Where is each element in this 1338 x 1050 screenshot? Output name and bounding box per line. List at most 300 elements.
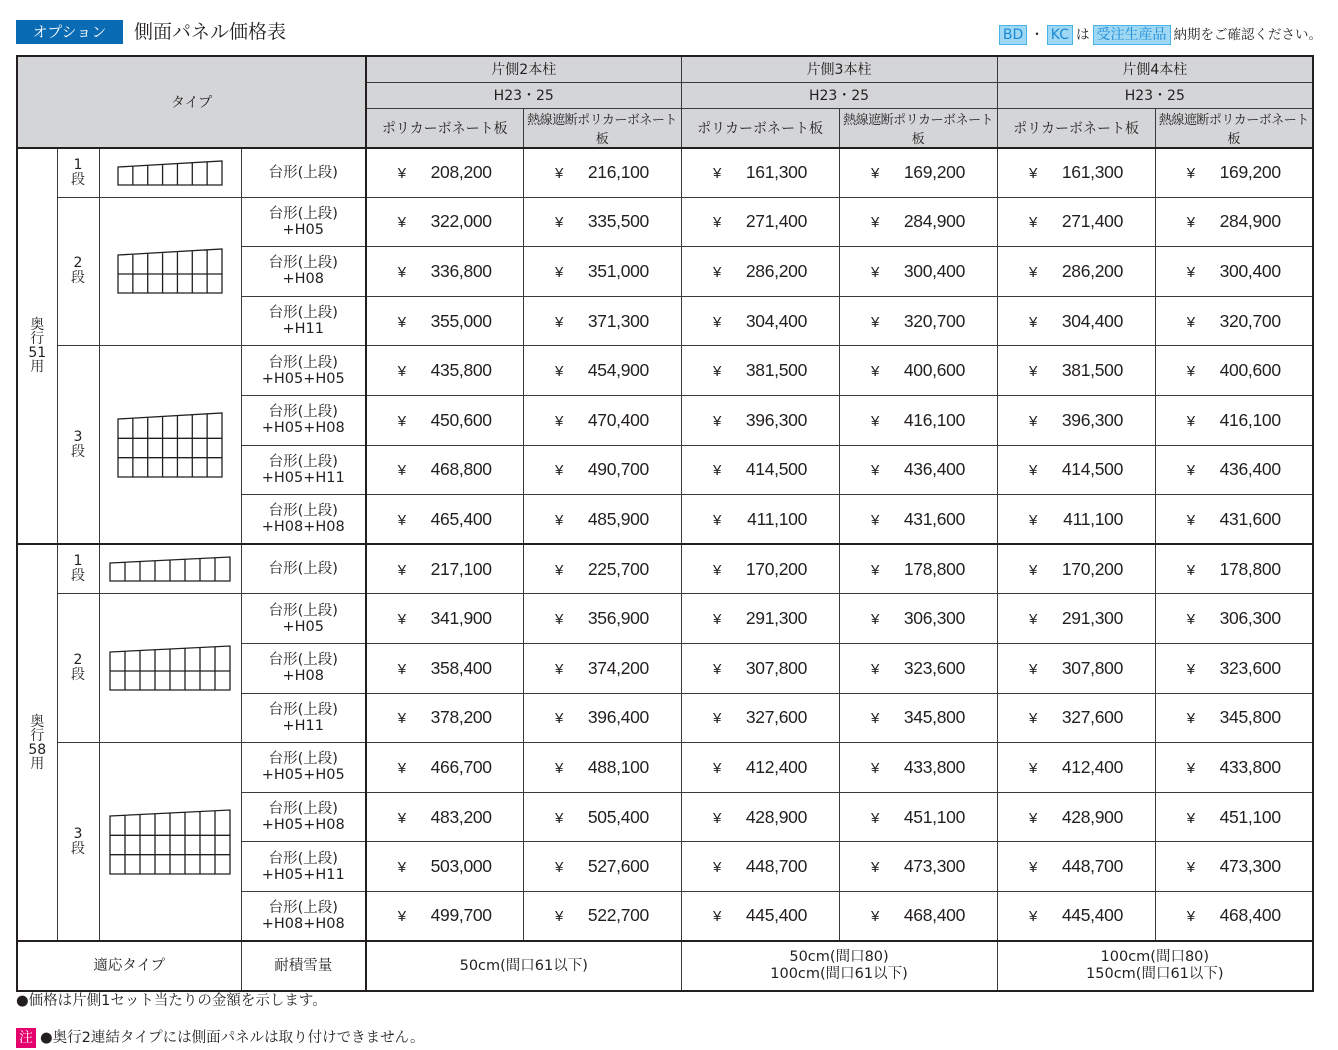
tag-kc: KC bbox=[1047, 25, 1073, 45]
tier-label bbox=[57, 197, 99, 346]
yen-sign: ¥ bbox=[555, 710, 564, 728]
yen-sign: ¥ bbox=[1029, 214, 1038, 232]
yen-sign: ¥ bbox=[397, 412, 406, 430]
yen-sign: ¥ bbox=[871, 412, 880, 430]
price-cell bbox=[997, 792, 1155, 842]
price-amount: 411,100 bbox=[1063, 508, 1124, 529]
panel-type bbox=[241, 792, 366, 842]
price-cell bbox=[681, 743, 839, 793]
snow-load-line: 100cm(間口80) bbox=[1100, 949, 1210, 965]
price-cell bbox=[1155, 643, 1313, 693]
price-cell bbox=[523, 445, 681, 495]
price-cell bbox=[681, 792, 839, 842]
yen-sign: ¥ bbox=[871, 363, 880, 381]
yen-sign: ¥ bbox=[1186, 313, 1195, 331]
yen-sign: ¥ bbox=[397, 363, 406, 381]
price-cell bbox=[523, 891, 681, 941]
price-amount: 208,200 bbox=[430, 162, 492, 183]
panel-type-line: +H05+H11 bbox=[261, 469, 345, 486]
price-cell bbox=[839, 495, 997, 545]
yen-sign: ¥ bbox=[397, 759, 406, 777]
price-amount: 400,600 bbox=[903, 360, 966, 381]
yen-sign: ¥ bbox=[871, 759, 880, 777]
price-amount: 336,800 bbox=[430, 260, 492, 281]
price-cell bbox=[1155, 346, 1313, 396]
price-amount: 445,400 bbox=[745, 905, 808, 926]
price-cell bbox=[366, 891, 523, 941]
price-cell bbox=[997, 296, 1155, 346]
price-cell bbox=[1155, 296, 1313, 346]
panel-type-line: 台形(上段) bbox=[268, 602, 338, 619]
yen-sign: ¥ bbox=[1186, 214, 1195, 232]
price-amount: 307,800 bbox=[1061, 657, 1124, 678]
price-amount: 433,800 bbox=[1219, 756, 1281, 777]
price-amount: 271,400 bbox=[745, 211, 808, 232]
panel-type bbox=[241, 445, 366, 495]
yen-sign: ¥ bbox=[1186, 660, 1195, 678]
price-amount: 161,300 bbox=[1061, 162, 1124, 183]
caution-text: ●奥行2連結タイプには側面パネルは取り付けできません。 bbox=[40, 1030, 425, 1046]
panel-type-line: +H11 bbox=[282, 717, 324, 734]
yen-sign: ¥ bbox=[1029, 660, 1038, 678]
price-cell bbox=[1155, 842, 1313, 892]
price-cell bbox=[997, 743, 1155, 793]
panel-type-line: 台形(上段) bbox=[268, 354, 338, 371]
price-cell bbox=[1155, 148, 1313, 198]
yen-sign: ¥ bbox=[1186, 759, 1195, 777]
panel-diagram bbox=[99, 346, 241, 544]
panel-type-line: 台形(上段) bbox=[268, 503, 338, 520]
depth-label-part: 51 bbox=[28, 344, 47, 361]
price-amount: 445,400 bbox=[1061, 905, 1124, 926]
panel-type bbox=[241, 148, 366, 198]
yen-sign: ¥ bbox=[871, 214, 880, 232]
price-amount: 320,700 bbox=[1219, 310, 1281, 331]
price-amount: 412,400 bbox=[1061, 756, 1124, 777]
yen-sign: ¥ bbox=[713, 412, 722, 430]
material-header: 熱線遮断ポリカーボネート板 bbox=[1155, 108, 1313, 148]
option-badge: オプション bbox=[16, 20, 123, 44]
panel-type bbox=[241, 842, 366, 892]
yen-sign: ¥ bbox=[555, 511, 564, 529]
yen-sign: ¥ bbox=[1186, 908, 1195, 926]
panel-type bbox=[241, 544, 366, 594]
price-cell bbox=[681, 395, 839, 445]
caution-badge: 注 bbox=[16, 1028, 36, 1048]
price-amount: 396,300 bbox=[745, 409, 808, 430]
price-amount: 416,100 bbox=[903, 409, 966, 430]
panel-type bbox=[241, 743, 366, 793]
yen-sign: ¥ bbox=[713, 462, 722, 480]
price-amount: 323,600 bbox=[1219, 657, 1281, 678]
price-amount: 178,800 bbox=[1219, 558, 1281, 579]
price-cell bbox=[523, 544, 681, 594]
price-note: ●価格は片側1セット当たりの金額を示します。 bbox=[16, 993, 327, 1009]
snow-load-line: 50cm(間口80) bbox=[789, 949, 889, 965]
panel-type bbox=[241, 594, 366, 644]
snow-load-value bbox=[681, 941, 997, 991]
price-cell bbox=[681, 842, 839, 892]
price-cell bbox=[366, 395, 523, 445]
price-cell bbox=[366, 594, 523, 644]
price-cell bbox=[681, 693, 839, 743]
price-amount: 473,300 bbox=[1219, 856, 1281, 877]
yen-sign: ¥ bbox=[871, 660, 880, 678]
price-amount: 436,400 bbox=[1219, 459, 1281, 480]
price-amount: 322,000 bbox=[430, 211, 492, 232]
table-row bbox=[17, 197, 1313, 247]
tag-made-to-order: 受注生産品 bbox=[1093, 25, 1171, 45]
price-cell bbox=[366, 148, 523, 198]
panel-type-line: +H05+H05 bbox=[261, 370, 345, 387]
panel-type bbox=[241, 643, 366, 693]
yen-sign: ¥ bbox=[1186, 363, 1195, 381]
price-amount: 374,200 bbox=[587, 657, 649, 678]
price-cell bbox=[366, 296, 523, 346]
price-amount: 327,600 bbox=[1061, 707, 1124, 728]
price-amount: 448,700 bbox=[1061, 856, 1124, 877]
yen-sign: ¥ bbox=[713, 809, 722, 827]
panel-type-line: 台形(上段) bbox=[268, 899, 338, 916]
price-amount: 431,600 bbox=[903, 508, 966, 529]
price-amount: 465,400 bbox=[430, 508, 492, 529]
price-cell bbox=[366, 197, 523, 247]
price-amount: 428,900 bbox=[1061, 806, 1124, 827]
price-amount: 345,800 bbox=[903, 707, 966, 728]
tier-number: 3 bbox=[73, 825, 83, 842]
price-cell bbox=[681, 891, 839, 941]
yen-sign: ¥ bbox=[555, 660, 564, 678]
yen-sign: ¥ bbox=[397, 710, 406, 728]
tier-suffix: 段 bbox=[71, 443, 85, 460]
panel-diagram-icon bbox=[108, 644, 232, 692]
yen-sign: ¥ bbox=[1186, 511, 1195, 529]
panel-type-line: +H08+H08 bbox=[261, 915, 345, 932]
panel-type-line: 台形(上段) bbox=[268, 205, 338, 222]
price-amount: 358,400 bbox=[430, 657, 492, 678]
page-header bbox=[16, 20, 1322, 48]
legend-particle: は bbox=[1076, 27, 1090, 43]
yen-sign: ¥ bbox=[397, 809, 406, 827]
yen-sign: ¥ bbox=[397, 263, 406, 281]
snow-load-line: 100cm(間口61以下) bbox=[770, 966, 908, 982]
panel-type-line: 台形(上段) bbox=[268, 701, 338, 718]
panel-type-line: 台形(上段) bbox=[268, 561, 338, 578]
yen-sign: ¥ bbox=[555, 412, 564, 430]
yen-sign: ¥ bbox=[1186, 611, 1195, 629]
price-cell bbox=[1155, 247, 1313, 297]
price-amount: 271,400 bbox=[1061, 211, 1124, 232]
yen-sign: ¥ bbox=[397, 908, 406, 926]
price-cell bbox=[1155, 594, 1313, 644]
price-amount: 170,200 bbox=[1061, 558, 1124, 579]
yen-sign: ¥ bbox=[1029, 263, 1038, 281]
panel-type bbox=[241, 197, 366, 247]
price-amount: 304,400 bbox=[1061, 310, 1124, 331]
yen-sign: ¥ bbox=[555, 908, 564, 926]
size-header: H23・25 bbox=[681, 82, 997, 108]
price-cell bbox=[366, 544, 523, 594]
price-amount: 499,700 bbox=[430, 905, 492, 926]
panel-type-line: 台形(上段) bbox=[268, 255, 338, 272]
price-amount: 433,800 bbox=[903, 756, 966, 777]
price-cell bbox=[839, 346, 997, 396]
price-cell bbox=[839, 842, 997, 892]
yen-sign: ¥ bbox=[1029, 710, 1038, 728]
footer-row bbox=[17, 941, 1313, 991]
price-cell bbox=[366, 792, 523, 842]
panel-type-line: 台形(上段) bbox=[268, 404, 338, 421]
yen-sign: ¥ bbox=[1029, 908, 1038, 926]
price-amount: 473,300 bbox=[903, 856, 966, 877]
yen-sign: ¥ bbox=[713, 561, 722, 579]
depth-label-part: 用 bbox=[30, 358, 45, 375]
price-cell bbox=[839, 891, 997, 941]
panel-type-line: 台形(上段) bbox=[268, 305, 338, 322]
material-header: 熱線遮断ポリカーボネート板 bbox=[839, 108, 997, 148]
price-amount: 414,500 bbox=[745, 459, 808, 480]
price-cell bbox=[839, 693, 997, 743]
yen-sign: ¥ bbox=[1186, 809, 1195, 827]
panel-type bbox=[241, 495, 366, 545]
made-to-order-legend bbox=[999, 25, 1322, 45]
price-amount: 216,100 bbox=[587, 162, 649, 183]
yen-sign: ¥ bbox=[871, 263, 880, 281]
panel-diagram-icon bbox=[108, 808, 232, 876]
price-cell bbox=[839, 445, 997, 495]
price-cell bbox=[839, 544, 997, 594]
price-amount: 468,800 bbox=[430, 459, 492, 480]
price-cell bbox=[523, 346, 681, 396]
depth-label-part: 行 bbox=[30, 330, 45, 347]
yen-sign: ¥ bbox=[397, 165, 406, 183]
panel-type-line: +H08+H08 bbox=[261, 519, 345, 536]
table-row bbox=[17, 544, 1313, 594]
price-table bbox=[16, 55, 1314, 992]
yen-sign: ¥ bbox=[713, 511, 722, 529]
price-amount: 400,600 bbox=[1219, 360, 1281, 381]
page-title: 側面パネル価格表 bbox=[134, 21, 287, 43]
yen-sign: ¥ bbox=[871, 908, 880, 926]
price-cell bbox=[681, 643, 839, 693]
price-amount: 161,300 bbox=[745, 162, 808, 183]
price-amount: 416,100 bbox=[1219, 409, 1281, 430]
price-amount: 286,200 bbox=[745, 260, 808, 281]
yen-sign: ¥ bbox=[555, 859, 564, 877]
yen-sign: ¥ bbox=[1029, 859, 1038, 877]
price-amount: 428,900 bbox=[745, 806, 808, 827]
price-amount: 483,200 bbox=[430, 806, 492, 827]
panel-type-line: +H05+H11 bbox=[261, 866, 345, 883]
yen-sign: ¥ bbox=[555, 809, 564, 827]
price-cell bbox=[997, 495, 1155, 545]
yen-sign: ¥ bbox=[1029, 462, 1038, 480]
yen-sign: ¥ bbox=[871, 611, 880, 629]
price-amount: 304,400 bbox=[745, 310, 808, 331]
panel-diagram-icon bbox=[116, 247, 224, 295]
price-amount: 527,600 bbox=[587, 856, 649, 877]
price-cell bbox=[681, 594, 839, 644]
yen-sign: ¥ bbox=[397, 511, 406, 529]
price-cell bbox=[997, 346, 1155, 396]
price-cell bbox=[839, 643, 997, 693]
price-cell bbox=[681, 544, 839, 594]
yen-sign: ¥ bbox=[713, 859, 722, 877]
price-cell bbox=[997, 842, 1155, 892]
price-amount: 291,300 bbox=[745, 608, 808, 629]
panel-type bbox=[241, 395, 366, 445]
price-cell bbox=[523, 296, 681, 346]
price-cell bbox=[839, 296, 997, 346]
price-cell bbox=[997, 197, 1155, 247]
price-cell bbox=[523, 743, 681, 793]
price-amount: 451,100 bbox=[903, 806, 966, 827]
yen-sign: ¥ bbox=[1029, 313, 1038, 331]
price-amount: 291,300 bbox=[1061, 608, 1124, 629]
price-amount: 448,700 bbox=[745, 856, 808, 877]
price-cell bbox=[681, 495, 839, 545]
tier-label bbox=[57, 346, 99, 544]
price-cell bbox=[997, 247, 1155, 297]
depth-label bbox=[17, 148, 57, 545]
yen-sign: ¥ bbox=[1029, 759, 1038, 777]
panel-type-line: +H05+H05 bbox=[261, 767, 345, 784]
price-amount: 436,400 bbox=[903, 459, 966, 480]
price-amount: 351,000 bbox=[587, 260, 649, 281]
price-amount: 431,600 bbox=[1219, 508, 1281, 529]
yen-sign: ¥ bbox=[1029, 809, 1038, 827]
tier-label bbox=[57, 544, 99, 594]
price-cell bbox=[839, 395, 997, 445]
yen-sign: ¥ bbox=[871, 561, 880, 579]
price-amount: 355,000 bbox=[430, 310, 492, 331]
panel-diagram bbox=[99, 594, 241, 743]
price-amount: 371,300 bbox=[587, 310, 649, 331]
yen-sign: ¥ bbox=[871, 859, 880, 877]
price-cell bbox=[839, 197, 997, 247]
yen-sign: ¥ bbox=[1186, 561, 1195, 579]
yen-sign: ¥ bbox=[397, 611, 406, 629]
yen-sign: ¥ bbox=[1029, 611, 1038, 629]
panel-diagram bbox=[99, 544, 241, 594]
panel-type bbox=[241, 247, 366, 297]
price-amount: 300,400 bbox=[903, 260, 966, 281]
yen-sign: ¥ bbox=[713, 908, 722, 926]
price-cell bbox=[997, 594, 1155, 644]
yen-sign: ¥ bbox=[397, 214, 406, 232]
snow-load-line: 50cm(間口61以下) bbox=[459, 957, 588, 974]
panel-type-line: 台形(上段) bbox=[268, 751, 338, 768]
size-header: H23・25 bbox=[366, 82, 681, 108]
panel-diagram-icon bbox=[108, 555, 232, 583]
price-cell bbox=[997, 445, 1155, 495]
price-amount: 284,900 bbox=[1219, 211, 1281, 232]
price-cell bbox=[839, 247, 997, 297]
price-cell bbox=[681, 296, 839, 346]
yen-sign: ¥ bbox=[1186, 263, 1195, 281]
yen-sign: ¥ bbox=[1029, 412, 1038, 430]
price-amount: 178,800 bbox=[903, 558, 966, 579]
yen-sign: ¥ bbox=[713, 710, 722, 728]
tier-suffix: 段 bbox=[71, 568, 85, 585]
yen-sign: ¥ bbox=[713, 313, 722, 331]
price-cell bbox=[366, 693, 523, 743]
yen-sign: ¥ bbox=[713, 263, 722, 281]
price-cell bbox=[523, 842, 681, 892]
yen-sign: ¥ bbox=[1029, 363, 1038, 381]
price-cell bbox=[839, 594, 997, 644]
price-amount: 435,800 bbox=[430, 360, 492, 381]
price-cell bbox=[997, 693, 1155, 743]
yen-sign: ¥ bbox=[555, 313, 564, 331]
price-cell bbox=[1155, 693, 1313, 743]
price-cell bbox=[1155, 197, 1313, 247]
tier-suffix: 段 bbox=[71, 171, 85, 188]
price-cell bbox=[523, 594, 681, 644]
tier-label bbox=[57, 743, 99, 941]
yen-sign: ¥ bbox=[555, 561, 564, 579]
yen-sign: ¥ bbox=[871, 511, 880, 529]
material-header: ポリカーボネート板 bbox=[366, 108, 523, 148]
depth-label-part: 用 bbox=[30, 755, 45, 772]
price-cell bbox=[1155, 495, 1313, 545]
panel-type-line: +H08 bbox=[282, 668, 324, 685]
snow-load-label: 耐積雪量 bbox=[241, 941, 366, 991]
material-header: ポリカーボネート板 bbox=[997, 108, 1155, 148]
panel-type-line: 台形(上段) bbox=[268, 850, 338, 867]
price-amount: 169,200 bbox=[1219, 162, 1281, 183]
price-cell bbox=[523, 197, 681, 247]
table-row bbox=[17, 743, 1313, 793]
tier-number: 3 bbox=[73, 428, 83, 445]
panel-type bbox=[241, 693, 366, 743]
panel-type-line: +H05 bbox=[282, 618, 324, 635]
price-amount: 320,700 bbox=[903, 310, 966, 331]
panel-type-line: +H05+H08 bbox=[261, 817, 345, 834]
price-cell bbox=[1155, 792, 1313, 842]
tier-number: 1 bbox=[73, 553, 83, 570]
yen-sign: ¥ bbox=[1186, 165, 1195, 183]
price-amount: 466,700 bbox=[430, 756, 492, 777]
tier-suffix: 段 bbox=[71, 667, 85, 684]
yen-sign: ¥ bbox=[1186, 859, 1195, 877]
price-cell bbox=[523, 247, 681, 297]
table-row bbox=[17, 148, 1313, 198]
price-cell bbox=[523, 693, 681, 743]
price-amount: 450,600 bbox=[430, 409, 492, 430]
yen-sign: ¥ bbox=[713, 363, 722, 381]
price-amount: 323,600 bbox=[903, 657, 966, 678]
group-header-2-posts: 片側2本柱 bbox=[366, 56, 681, 82]
price-cell bbox=[366, 495, 523, 545]
price-cell bbox=[681, 197, 839, 247]
type-header: タイプ bbox=[17, 56, 366, 148]
price-cell bbox=[366, 346, 523, 396]
group-header-4-posts: 片側4本柱 bbox=[997, 56, 1313, 82]
yen-sign: ¥ bbox=[713, 759, 722, 777]
depth-label-part: 58 bbox=[28, 741, 47, 758]
panel-diagram-icon bbox=[116, 159, 224, 187]
price-amount: 396,400 bbox=[587, 707, 649, 728]
price-cell bbox=[681, 346, 839, 396]
size-header: H23・25 bbox=[997, 82, 1313, 108]
price-amount: 356,900 bbox=[587, 608, 649, 629]
price-cell bbox=[681, 445, 839, 495]
yen-sign: ¥ bbox=[1186, 710, 1195, 728]
price-amount: 341,900 bbox=[430, 608, 492, 629]
panel-diagram bbox=[99, 743, 241, 941]
yen-sign: ¥ bbox=[555, 165, 564, 183]
